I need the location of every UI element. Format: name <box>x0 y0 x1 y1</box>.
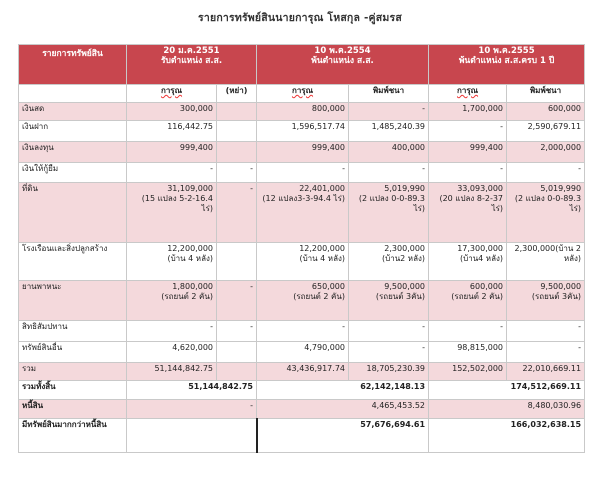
row-label: ทรัพย์สินอื่น <box>19 342 127 363</box>
cell-value: 31,109,000 <box>167 184 213 193</box>
cell-value: 1,800,000 <box>172 282 213 291</box>
cell: 152,502,000 <box>429 363 507 381</box>
cell: 2,000,000 <box>507 142 585 163</box>
subheader-spouse-3: พิมพ์ชนา <box>507 85 585 103</box>
row-label: มีทรัพย์สินมากกว่าหนี้สิน <box>19 419 127 453</box>
row-label: โรงเรือนและสิ่งปลูกสร้าง <box>19 243 127 281</box>
cell: 600,000 <box>507 103 585 121</box>
cell-value: 22,401,000 <box>299 184 345 193</box>
cell <box>127 243 217 281</box>
cell: 43,436,917.74 <box>257 363 349 381</box>
header-group-2-status: พ้นตำแหน่ง ส.ส. <box>311 56 374 66</box>
cell <box>429 243 507 281</box>
header-asset-label: รายการทรัพย์สิน <box>19 45 127 85</box>
cell-value: 12,200,000 <box>299 244 345 253</box>
cell: - <box>217 163 257 183</box>
cell: 1,596,517.74 <box>257 121 349 142</box>
table-row <box>19 342 585 363</box>
page-title: รายการทรัพย์สินนายการุณ โหสกุล -คู่สมรส <box>198 12 402 24</box>
cell: 51,144,842.75 <box>127 363 217 381</box>
cell: - <box>349 321 429 342</box>
cell-value: 600,000 <box>469 282 504 291</box>
cell: - <box>507 342 585 363</box>
cell-note: (รถยนต์ 2 คัน) <box>293 292 345 301</box>
cell: 1,700,000 <box>429 103 507 121</box>
total-cell <box>127 419 257 453</box>
table-row <box>19 183 585 243</box>
cell-note: (20 แปลง 8-2-37 ไร่) <box>439 194 504 213</box>
cell-value: 5,019,990 <box>540 184 582 193</box>
cell <box>429 183 507 243</box>
cell-value: 12,200,000 <box>167 244 213 253</box>
cell-note: (12 แปลง3-3-94.4 ไร่) <box>262 194 345 203</box>
total-cell: 4,465,453.52 <box>257 400 429 419</box>
cell <box>257 243 349 281</box>
cell: - <box>217 183 257 243</box>
cell: - <box>127 163 217 183</box>
cell-note: (รถยนต์ 2 คัน) <box>451 292 504 301</box>
cell: 999,400 <box>257 142 349 163</box>
cell-value: 17,300,000 <box>457 244 504 253</box>
cell: 4,620,000 <box>127 342 217 363</box>
subheader-blank <box>19 85 127 103</box>
subheader-karun-2: การุณ <box>257 85 349 103</box>
cell-note: (บ้าน 4 หลัง) <box>299 254 345 263</box>
cell <box>127 183 217 243</box>
subheader-divorced: (หย่า) <box>217 85 257 103</box>
cell <box>507 243 585 281</box>
cell: - <box>257 321 349 342</box>
cell-note: (15 แปลง 5-2-16.4 ไร่) <box>141 194 213 213</box>
total-cell: 174,512,669.11 <box>429 381 585 400</box>
cell: 2,590,679.11 <box>507 121 585 142</box>
cell: 1,485,240.39 <box>349 121 429 142</box>
cell: - <box>507 321 585 342</box>
subheader-row <box>19 85 585 103</box>
header-group-3-date: 10 พ.ค.2555 <box>478 46 535 56</box>
header-group-2-date: 10 พ.ค.2554 <box>314 46 371 56</box>
row-label: สิทธิสัมปทาน <box>19 321 127 342</box>
cell-value: 9,500,000 <box>540 282 582 291</box>
cell-value: 650,000 <box>311 282 345 291</box>
table-row <box>19 281 585 321</box>
cell-note: หลัง) <box>563 254 582 263</box>
table-row <box>19 243 585 281</box>
table-row <box>19 142 585 163</box>
cell: 4,790,000 <box>257 342 349 363</box>
cell <box>349 183 429 243</box>
total-cell: 8,480,030.96 <box>429 400 585 419</box>
row-label: ที่ดิน <box>19 183 127 243</box>
cell: 18,705,230.39 <box>349 363 429 381</box>
cell: 999,400 <box>127 142 217 163</box>
total-cell: - <box>127 400 257 419</box>
row-label: เงินให้กู้ยืม <box>19 163 127 183</box>
row-label: เงินสด <box>19 103 127 121</box>
cell: 22,010,669.11 <box>507 363 585 381</box>
header-group-2 <box>257 45 429 85</box>
subheader-karun-3: การุณ <box>429 85 507 103</box>
cell-note: (รถยนต์ 3คัน) <box>531 292 582 301</box>
header-group-1-date: 20 ม.ค.2551 <box>163 46 220 56</box>
cell <box>217 363 257 381</box>
row-label: รวมทั้งสิ้น <box>19 381 127 400</box>
header-group-3 <box>429 45 585 85</box>
subheader-karun-1: การุณ <box>127 85 217 103</box>
cell: - <box>429 121 507 142</box>
cell <box>429 281 507 321</box>
cell <box>217 142 257 163</box>
total-cell: 166,032,638.15 <box>429 419 585 453</box>
cell: - <box>507 163 585 183</box>
subtotal-row <box>19 363 585 381</box>
cell-note: (บ้าน4 หลัง) <box>460 254 504 263</box>
cell: - <box>217 281 257 321</box>
asset-table <box>18 44 585 453</box>
cell-note: (รถยนต์ 2 คัน) <box>161 292 213 301</box>
cell <box>257 183 349 243</box>
table-row <box>19 121 585 142</box>
grand-total-row <box>19 381 585 400</box>
cell <box>217 103 257 121</box>
cell: - <box>429 321 507 342</box>
cell <box>349 281 429 321</box>
cell-note: (2 แปลง 0-0-89.3 ไร่) <box>358 194 426 213</box>
cell: 116,442.75 <box>127 121 217 142</box>
cell-value: 2,300,000 <box>384 244 426 253</box>
cell-note: (2 แปลง 0-0-89.3 ไร่) <box>514 194 582 213</box>
cell: 98,815,000 <box>429 342 507 363</box>
cell: - <box>257 163 349 183</box>
cell: 400,000 <box>349 142 429 163</box>
cell-value: 9,500,000 <box>384 282 426 291</box>
cell <box>217 243 257 281</box>
cell: - <box>127 321 217 342</box>
cell-value: 5,019,990 <box>384 184 426 193</box>
row-label: เงินลงทุน <box>19 142 127 163</box>
header-row <box>19 45 585 85</box>
header-group-1 <box>127 45 257 85</box>
total-cell: 57,676,694.61 <box>257 419 429 453</box>
cell: - <box>349 163 429 183</box>
row-label: ยานพาหนะ <box>19 281 127 321</box>
row-label: รวม <box>19 363 127 381</box>
cell-note: (บ้าน2 หลัง) <box>382 254 426 263</box>
cell <box>507 183 585 243</box>
table-row <box>19 321 585 342</box>
row-label: เงินฝาก <box>19 121 127 142</box>
table-row <box>19 103 585 121</box>
cell-note: (บ้าน 4 หลัง) <box>167 254 213 263</box>
subheader-spouse-2: พิมพ์ชนา <box>349 85 429 103</box>
cell: - <box>349 342 429 363</box>
cell <box>217 342 257 363</box>
cell <box>349 243 429 281</box>
cell <box>257 281 349 321</box>
header-group-3-status: พ้นตำแหน่ง ส.ส.ครบ 1 ปี <box>458 56 555 66</box>
total-cell: 51,144,842.75 <box>127 381 257 400</box>
cell: - <box>349 103 429 121</box>
cell: 300,000 <box>127 103 217 121</box>
cell <box>127 281 217 321</box>
cell-value: 2,300,000(บ้าน 2 <box>514 244 582 253</box>
cell: - <box>429 163 507 183</box>
header-group-1-status: รับตำแหน่ง ส.ส. <box>160 56 223 66</box>
net-worth-row <box>19 419 585 453</box>
table-row <box>19 163 585 183</box>
liabilities-row <box>19 400 585 419</box>
cell: 800,000 <box>257 103 349 121</box>
cell-value: 33,093,000 <box>457 184 504 193</box>
cell <box>217 121 257 142</box>
row-label: หนี้สิน <box>19 400 127 419</box>
cell-note: (รถยนต์ 3คัน) <box>375 292 426 301</box>
cell <box>507 281 585 321</box>
cell: - <box>217 321 257 342</box>
cell: 999,400 <box>429 142 507 163</box>
total-cell: 62,142,148.13 <box>257 381 429 400</box>
